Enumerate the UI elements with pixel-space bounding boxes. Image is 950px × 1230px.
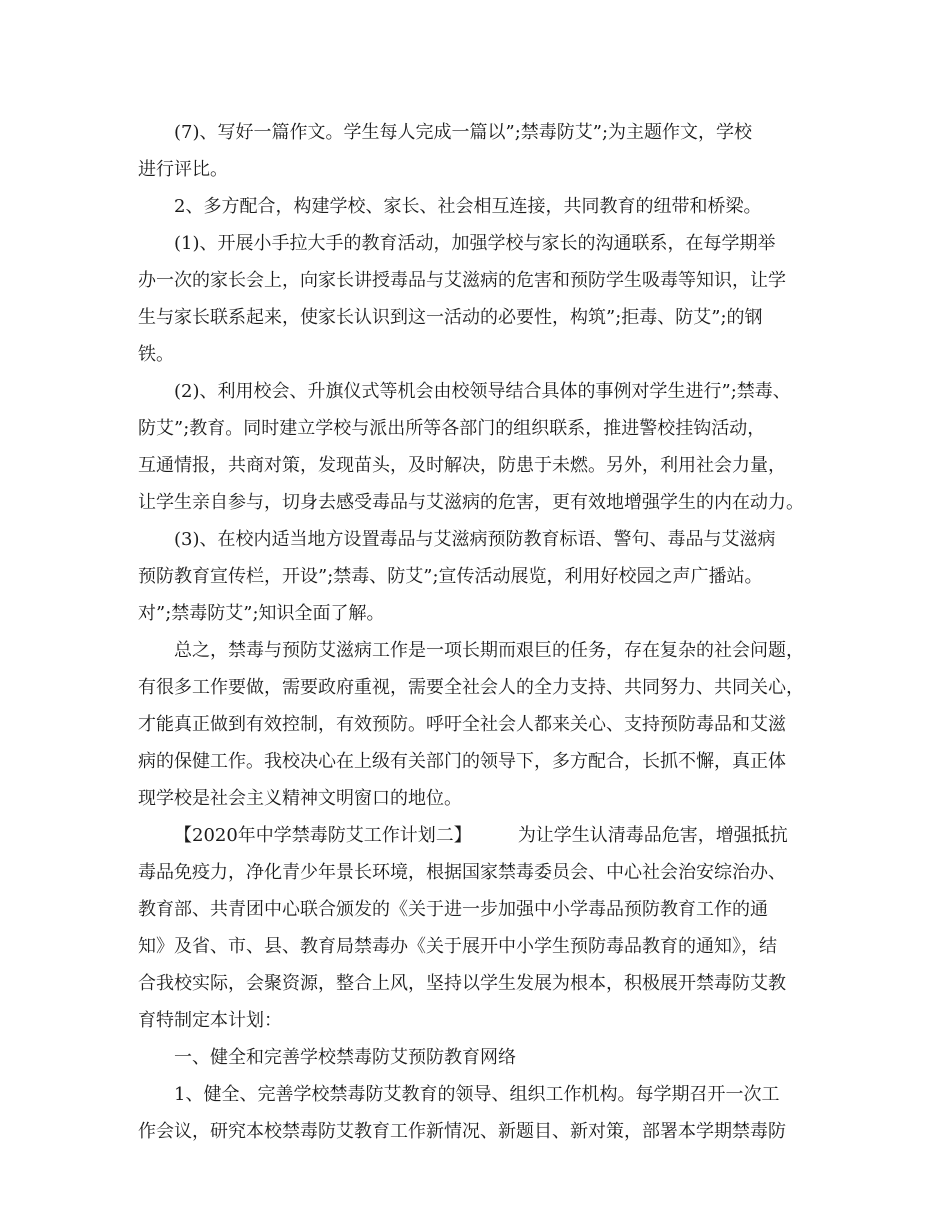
text-line-content: (7)、写好一篇作文。学生每人完成一篇以”;禁毒防艾”;为主题作文，学校	[174, 122, 753, 143]
text-line-content: 才能真正做到有效控制，有效预防。呼吁全社会人都来关心、支持预防毒品和艾滋	[138, 714, 786, 735]
text-line	[138, 410, 828, 447]
text-line-content: (2)、利用校会、升旗仪式等机会由校领导结合具体的事例对学生进行”;禁毒、	[174, 381, 791, 402]
document-body	[138, 114, 828, 1150]
text-line	[138, 595, 828, 632]
text-line	[138, 188, 828, 225]
text-line-content: (3)、在校内适当地方设置毒品与艾滋病预防教育标语、警句、毒品与艾滋病	[174, 529, 776, 550]
text-line	[138, 743, 828, 780]
text-line-content: 育特制定本计划：	[138, 1010, 282, 1031]
text-line	[138, 1076, 828, 1113]
text-line	[138, 114, 828, 151]
text-line-content: 现学校是社会主义精神文明窗口的地位。	[138, 788, 462, 809]
text-line-content: 作会议，研究本校禁毒防艾教育工作新情况、新题目、新对策，部署本学期禁毒防	[138, 1121, 786, 1142]
text-line	[138, 299, 828, 336]
text-line-content: 生与家长联系起来，使家长认识到这一活动的必要性，构筑”;拒毒、防艾”;的钢	[138, 307, 763, 328]
text-line-content: 病的保健工作。我校决心在上级有关部门的领导下，多方配合，长抓不懈，真正体	[138, 751, 786, 772]
text-line	[138, 151, 828, 188]
text-line	[138, 1039, 828, 1076]
text-line-content: 1、健全、完善学校禁毒防艾教育的领导、组织工作机构。每学期召开一次工	[174, 1084, 780, 1105]
text-line	[138, 706, 828, 743]
text-line-content: 防艾”;教育。同时建立学校与派出所等各部门的组织联系，推进警校挂钩活动，	[138, 418, 766, 439]
text-line	[138, 558, 828, 595]
text-line	[138, 1002, 828, 1039]
text-line-content: 办一次的家长会上，向家长讲授毒品与艾滋病的危害和预防学生吸毒等知识，让学	[138, 270, 786, 291]
text-line-content: 铁。	[138, 344, 174, 365]
text-line-content: 对”;禁毒防艾”;知识全面了解。	[138, 603, 385, 624]
text-line	[138, 225, 828, 262]
text-line-content: 教育部、共青团中心联合颁发的《关于进一步加强中小学毒品预防教育工作的通	[138, 899, 768, 920]
text-line-content: 总之，禁毒与预防艾滋病工作是一项长期而艰巨的任务，存在复杂的社会问题，	[174, 640, 804, 661]
text-line-content: 互通情报，共商对策，发现苗头，及时解决，防患于未燃。另外，利用社会力量，	[138, 455, 786, 476]
text-line	[138, 521, 828, 558]
text-line-content: 合我校实际，会聚资源，整合上风，坚持以学生发展为根本，积极展开禁毒防艾教	[138, 973, 786, 994]
text-line	[138, 965, 828, 1002]
text-line-content: 有很多工作要做，需要政府重视，需要全社会人的全力支持、共同努力、共同关心，	[138, 677, 804, 698]
text-line	[138, 262, 828, 299]
text-line-content: 毒品免疫力，净化青少年景长环境，根据国家禁毒委员会、中心社会治安综治办、	[138, 862, 786, 883]
text-line	[138, 854, 828, 891]
text-line	[138, 928, 828, 965]
text-line-content: 【2020年中学禁毒防艾工作计划二】	[174, 825, 472, 846]
text-line-content: 2、多方配合，构建学校、家长、社会相互连接，共同教育的纽带和桥梁。	[174, 196, 762, 217]
text-line	[138, 669, 828, 706]
text-line	[138, 1113, 828, 1150]
text-line	[138, 632, 828, 669]
text-line-content: 知》及省、市、县、教育局禁毒办《关于展开中小学生预防毒品教育的通知》，结	[138, 936, 777, 957]
text-line	[138, 447, 828, 484]
text-line	[138, 891, 828, 928]
text-line-content: (1)、开展小手拉大手的教育活动，加强学校与家长的沟通联系，在每学期举	[174, 233, 776, 254]
text-line-content: 进行评比。	[138, 159, 228, 180]
text-line	[138, 484, 828, 521]
text-line	[138, 817, 828, 854]
text-line-content: 预防教育宣传栏，开设”;禁毒、防艾”;宣传活动展览，利用好校园之声广播站。	[138, 566, 763, 587]
text-line	[138, 373, 828, 410]
text-line-content: 一、健全和完善学校禁毒防艾预防教育网络	[174, 1047, 516, 1068]
text-line	[138, 780, 828, 817]
text-line	[138, 336, 828, 373]
text-line-content: 让学生亲自参与，切身去感受毒品与艾滋病的危害，更有效地增强学生的内在动力。	[138, 492, 804, 513]
text-line-continuation: 为让学生认清毒品危害，增强抵抗	[517, 825, 788, 846]
